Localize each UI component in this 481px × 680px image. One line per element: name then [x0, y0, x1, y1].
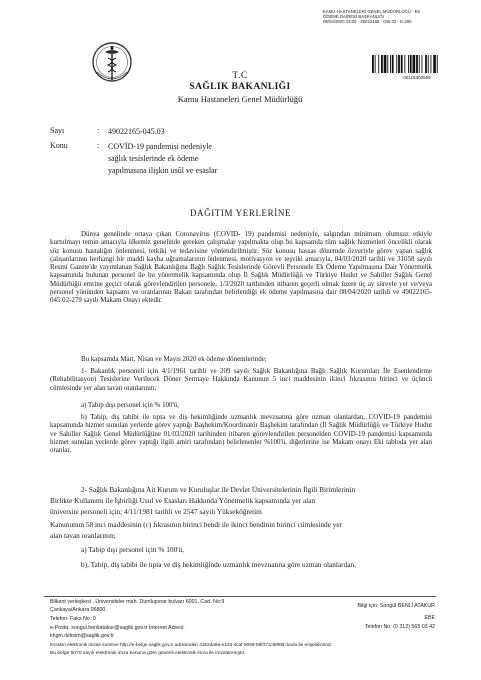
body-paragraph-5: b) Tabip, diş tabibi ile tıpta ve diş hekimliğinde uzmanlık mevzuatına göre uzman olanlardan, COVID-19 pandemisi kapsamında hizmet sunulan yerlerde görev yaptığı Başhekim/Koordinatör Başhekim tarafından (İl Sağlık Müdürlüğü ve Türkiye Hudut ve Sahiller Sağlık Genel Müdürlüğüne 01/03/2020 tarihinden itibaren görevlendirilen personelden COVID-19 pandemisi kapsamında hizmet sunulan yerlerde görev yaptığı ilgili amiri tarafından) belirlenenler %100'ü, diğerlerine ise Makam onayı Eki tabloda yer alan oranlar, — [50, 413, 432, 455]
stamp-line-3: 08/04/2020 23:00 - 49022165 - 045.03 - E.280 — [323, 19, 412, 25]
footer-address-2: Çankaya/Ankara 06800 — [50, 607, 106, 613]
footer-address-1: Bilkent yerleşkesi , Üniversiteler mah. Dumlupınar bulvarı 6001. Cad. No:9 — [50, 599, 225, 605]
body-paragraph-3: 1- Bakanlık personeli için 4/1/1961 tarihli ve 209 sayılı Sağlık Bakanlığına Bağlı Sağlık Kurumları İle Esenlendirme (Rehabilitasyon) Tesislerine Verilecek Döner Sermaye Hakkında Kanunun 5 inci maddesinin ikinci fıkrasının birinci ve üçüncü cümlesinde yer alan tavan oranlarının; — [50, 367, 432, 392]
footer-esign-link[interactable]: Evrakın elektronik imzalı suretine http://e-belge.saglik.gov.tr adresinden 4162da9a-e12d-4caf-9099-59f371c8896b kodu ile erişebilirsiniz. — [50, 642, 333, 647]
document-title: DAĞITIM YERLERİNE — [189, 208, 292, 218]
body-paragraph-6-line-3: üniversite personeli için; 4/11/1981 tarihli ve 2547 sayılı Yükseköğretim — [50, 507, 262, 516]
footer-divider — [44, 596, 436, 597]
konu-line-3: yapılmasına ilişkin usûl ve esaslar — [108, 166, 218, 175]
footer-phone-fax: Telefon: Faks No: 0 — [50, 616, 96, 622]
sayi-colon: : — [97, 126, 100, 135]
body-paragraph-6-line-5: alan tavan oranlarının; — [50, 531, 116, 540]
sayi-label: Sayı — [50, 126, 65, 135]
footer-email: e-Posta: songul.benliatakur@saglik.gov.tr İnternet Adresi: — [50, 625, 185, 631]
body-paragraph-6-line-1: 2- Sağlık Bakanlığına Ait Kurum ve Kuruluşlar ile Devlet Üniversitelerinin İlgili Birimlerinin — [81, 485, 356, 494]
body-paragraph-8: b), Tabip, diş tabibi ile tıpta ve diş hekimliğinde uzmanlık mevzuatına göre uzman olanlardan, — [81, 560, 356, 569]
sayi-value: 49022165-045.03 — [108, 127, 165, 136]
body-paragraph-6-line-2: Birlikte Kullanımı ile İşbirliği Usul ve Esasları Hakkında Yönetmelik kapsamında yer alan — [50, 496, 315, 505]
konu-colon: : — [97, 141, 100, 150]
barcode-icon — [371, 55, 463, 73]
konu-label: Konu — [50, 141, 68, 150]
header-ministry: SAĞLIK BAKANLIĞI — [189, 82, 291, 92]
footer-info-phone: Telefon No: (0 312) 565 03 42 — [364, 624, 435, 630]
body-paragraph-7: a) Tabip dışı personel için % 100'ü, — [81, 545, 185, 554]
body-paragraph-1: Dünya genelinde ortaya çıkan Coronavirus (COVID- 19) pandemisi nedeniyle, salgından minimum olumsuz etkiyle kurtulmayı temin amacıyla ülkemiz genelinde gereken çalışmalar yapılmakta olup bu kapsamda tüm sağlık hizmetleri öncelikli olarak söz konusu hastalığın önlenmesi, tetkiki ve tedavisine yönlendirilmiştir. Söz konusu hassas dönemde özveriyle görev yapan sağlık çalışanlarının herhangi bir maddi kayba uğramalarının önlenmesi, motivasyon ve teşviki amacıyla, 04/03/2020 tarihli ve 31058 sayılı Resmi Gazete'de yayımlanan Sağlık Bakanlığına Bağlı Sağlık Tesislerinde Görevli Personele Ek Ödeme Yapılmasına Dair Yönetmelik kapsamında bulunan personel ile bu yönetmelik kapsamında olup İl Sağlık Müdürlüğü ve Türkiye Hudut ve Sahiller Sağlık Genel Müdürlüğü emrine geçici olarak görevlendirilen personele, 1/3/2020 tarihinden itibaren geçerli olmak üzere üç ay süreyle yer ve/veya personel yönünden kapsamı ve oranlarının Bakan tarafından belirlendiği ek ödeme yapılmasına dair 08/04/2020 tarihli ve 49022165-045.02-279 sayılı Makam Onayı ektedir. — [50, 230, 432, 305]
body-paragraph-2: Bu kapsamda Mart, Nisan ve Mayıs 2020 ek ödeme dönemlerinde; — [81, 355, 267, 363]
body-paragraph-4: a) Tabip dışı personel için % 100'ü, — [81, 401, 179, 409]
stamp-line-2: ÖDEME DAİRESİ BAŞKANLIĞI — [323, 14, 384, 20]
footer-email-2[interactable]: khgm.iletisim@saglik.gov.tr — [50, 633, 114, 639]
header-directorate: Kamu Hastaneleri Genel Müdürlüğü — [177, 94, 303, 104]
footer-info-contact: Bilgi için: Songül BENLİ ATAKUR — [357, 603, 435, 609]
registration-stamp — [323, 9, 471, 51]
stamp-line-1: KAMU HASTANELERİ GENEL MÜDÜRLÜĞÜ - EK — [323, 9, 421, 14]
konu-line-1: COVİD-19 pandemisi nedeniyle — [108, 142, 212, 151]
footer-esign-note: Bu belge 5070 sayılı elektronik imza kanuna göre güvenli elektronik imza ile imzalanmıştır. — [50, 651, 246, 656]
konu-line-2: sağlık tesislerinde ek ödeme — [108, 154, 199, 163]
barcode-number: 00116302659 — [403, 75, 431, 80]
header-tc: T.C — [232, 71, 248, 81]
footer-info-title: EBE — [424, 615, 435, 621]
body-paragraph-6-line-4: Kanununun 58 inci maddesinin (c) fıkrasının birinci bendi ile ikinci bendinin birinci cümlesinde yer — [50, 520, 343, 529]
